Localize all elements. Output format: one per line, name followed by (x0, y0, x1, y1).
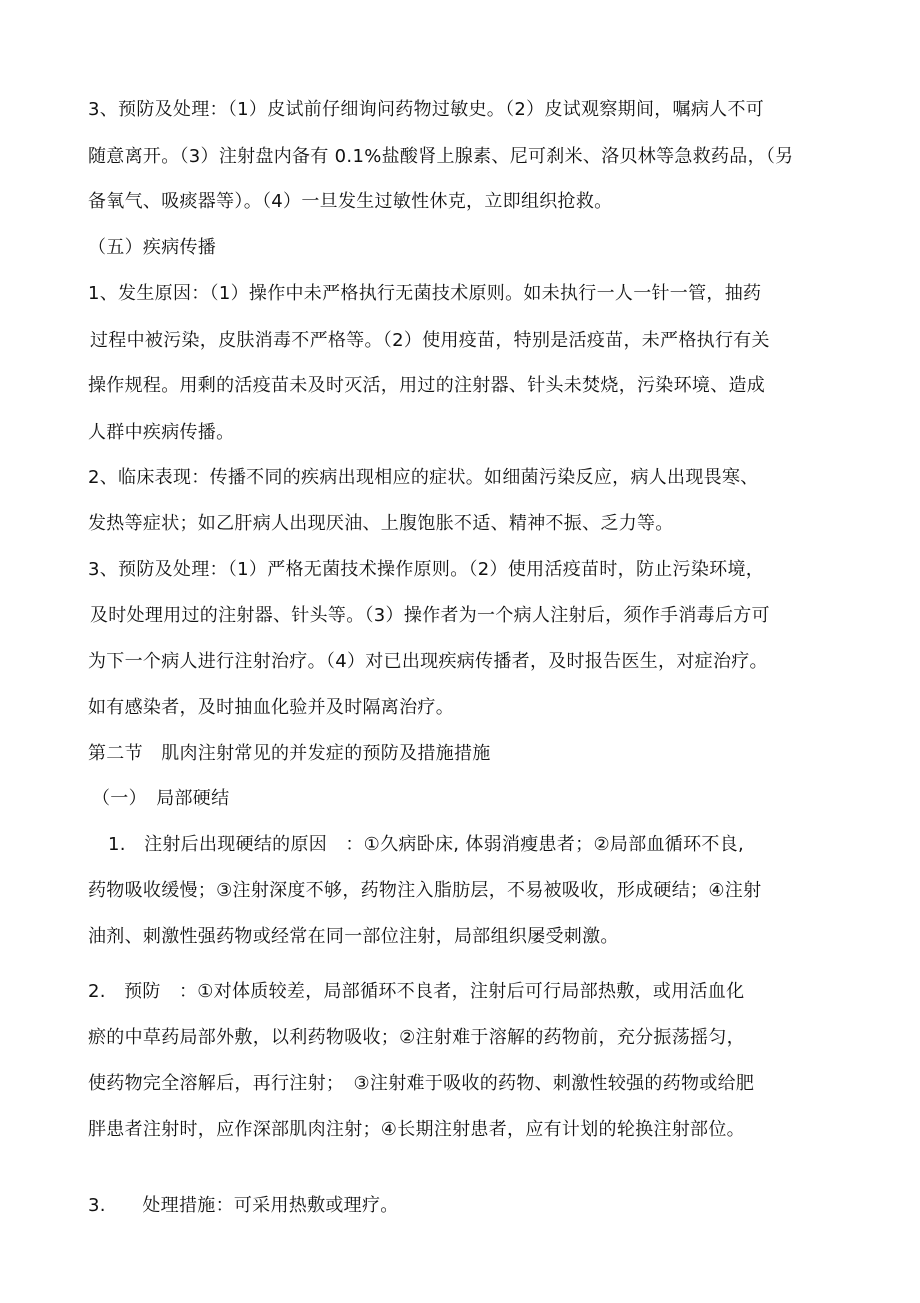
text-line: 过程中被污染，皮肤消毒不严格等。（2）使用疫苗，特别是活疫苗，未严格执行有关 (90, 330, 770, 351)
text-line: 胖患者注射时，应作深部肌肉注射；④长期注射患者，应有计划的轮换注射部位。 (88, 1119, 745, 1140)
text-line: 3、预防及处理：（1）严格无菌技术操作原则。（2）使用活疫苗时，防止污染环境， (88, 559, 765, 580)
text-line: 及时处理用过的注射器、针头等。（3）操作者为一个病人注射后，须作手消毒后方可 (90, 605, 770, 626)
text-line: 1、发生原因：（1）操作中未严格执行无菌技术原则。如未执行一人一针一管，抽药 (88, 283, 762, 304)
subsection-heading: （一） 局部硬结 (92, 788, 230, 809)
text-line: 1. 注射后出现硬结的原因 ：①久病卧床, 体弱消瘦患者；②局部血循环不良, (108, 834, 745, 855)
section-heading: （五）疾病传播 (88, 237, 217, 258)
text-line: 备氧气、吸痰器等）。（4）一旦发生过敏性休克，立即组织抢救。 (88, 191, 613, 212)
section-title: 第二节 肌肉注射常见的并发症的预防及措施措施 (88, 743, 491, 764)
text-line: 人群中疾病传播。 (88, 422, 235, 443)
text-line: 操作规程。用剩的活疫苗未及时灭活，用过的注射器、针头未焚烧，污染环境、造成 (88, 375, 766, 396)
text-line: 瘀的中草药局部外敷，以利药物吸收；②注射难于溶解的药物前，充分振荡摇匀， (88, 1027, 745, 1048)
text-line: 随意离开。（3）注射盘内备有 0.1%盐酸肾上腺素、尼可刹米、洛贝林等急救药品，（另 (88, 146, 794, 167)
text-line: 2. 预防 ：①对体质较差，局部循环不良者，注射后可行局部热敷，或用活血化 (88, 981, 745, 1002)
text-line: 3、预防及处理：（1）皮试前仔细询问药物过敏史。（2）皮试观察期间，嘱病人不可 (88, 99, 765, 120)
text-line: 3. 处理措施：可采用热敷或理疗。 (88, 1195, 399, 1216)
text-line: 药物吸收缓慢；③注射深度不够，药物注入脂肪层，不易被吸收，形成硬结；④注射 (88, 880, 762, 901)
text-line: 如有感染者，及时抽血化验并及时隔离治疗。 (88, 697, 454, 718)
text-line: 2、临床表现：传播不同的疾病出现相应的症状。如细菌污染反应，病人出现畏寒、 (88, 467, 759, 488)
text-line: 发热等症状；如乙肝病人出现厌油、上腹饱胀不适、精神不振、乏力等。 (88, 513, 674, 534)
text-line: 油剂、刺激性强药物或经常在同一部位注射，局部组织屡受刺激。 (88, 926, 619, 947)
text-line: 为下一个病人进行注射治疗。（4）对已出现疾病传播者，及时报告医生，对症治疗。 (88, 651, 768, 672)
text-line: 使药物完全溶解后，再行注射； ③注射难于吸收的药物、刺激性较强的药物或给肥 (88, 1073, 755, 1094)
